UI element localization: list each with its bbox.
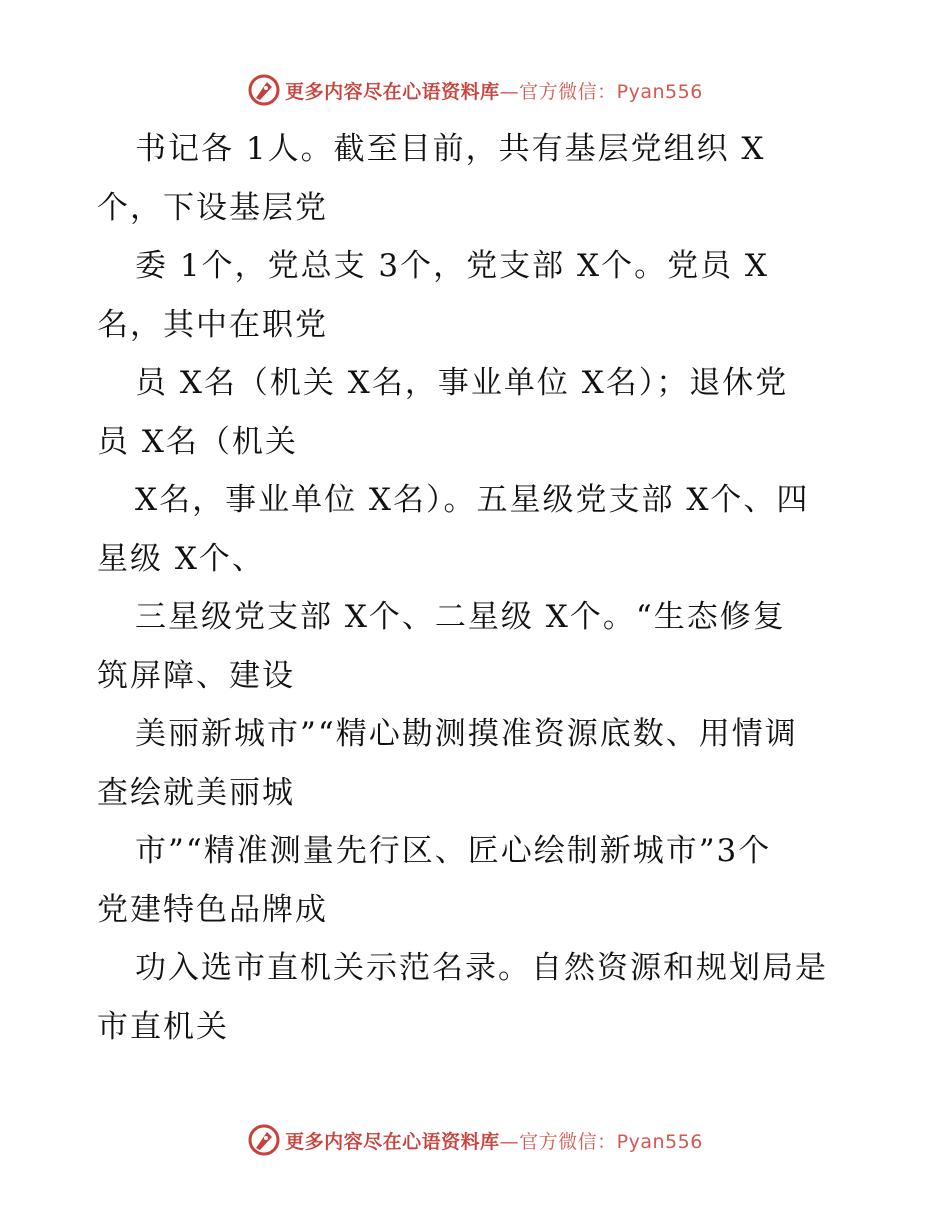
body-line: 三星级党支部 X个、二星级 X个。“生态修复 <box>135 599 786 635</box>
body-line: 星级 X个、 <box>97 540 265 577</box>
body-line: 查绘就美丽城 <box>97 774 295 811</box>
footer-contact-text: —官方微信：Pyan556 <box>499 1130 703 1153</box>
footer-brand-text: 更多内容尽在心语资料库 <box>285 1130 500 1153</box>
body-line: 员 X名（机关 X名，事业单位 X名）；退休党 <box>135 365 789 401</box>
body-line: 美丽新城市”“精心勘测摸准资源底数、用情调 <box>135 716 798 752</box>
header-watermark-text <box>285 77 703 104</box>
body-line: 筑屏障、建设 <box>97 657 295 694</box>
header-contact-text: —官方微信：Pyan556 <box>499 80 703 103</box>
body-line: 市”“精准测量先行区、匠心绘制新城市”3个 <box>135 833 772 869</box>
footer-watermark-text <box>285 1127 703 1154</box>
pen-nib-logo-icon <box>247 73 281 107</box>
body-line: 名，其中在职党 <box>97 306 328 343</box>
body-line: 书记各 1人。截至目前，共有基层党组织 X <box>135 131 766 167</box>
document-body <box>97 120 857 1056</box>
body-line: 委 1个，党总支 3个，党支部 X个。党员 X <box>135 248 769 284</box>
body-line: 员 X名（机关 <box>97 423 298 460</box>
body-line: 市直机关 <box>97 1008 229 1045</box>
header-brand-text: 更多内容尽在心语资料库 <box>285 80 500 103</box>
body-line: 个，下设基层党 <box>97 189 328 226</box>
body-line: 党建特色品牌成 <box>97 891 328 928</box>
body-line: X名，事业单位 X名）。五星级党支部 X个、四 <box>135 482 810 518</box>
header-watermark <box>0 70 950 110</box>
footer-watermark <box>0 1120 950 1160</box>
body-line: 功入选市直机关示范名录。自然资源和规划局是 <box>135 950 828 986</box>
pen-nib-logo-icon <box>247 1123 281 1157</box>
